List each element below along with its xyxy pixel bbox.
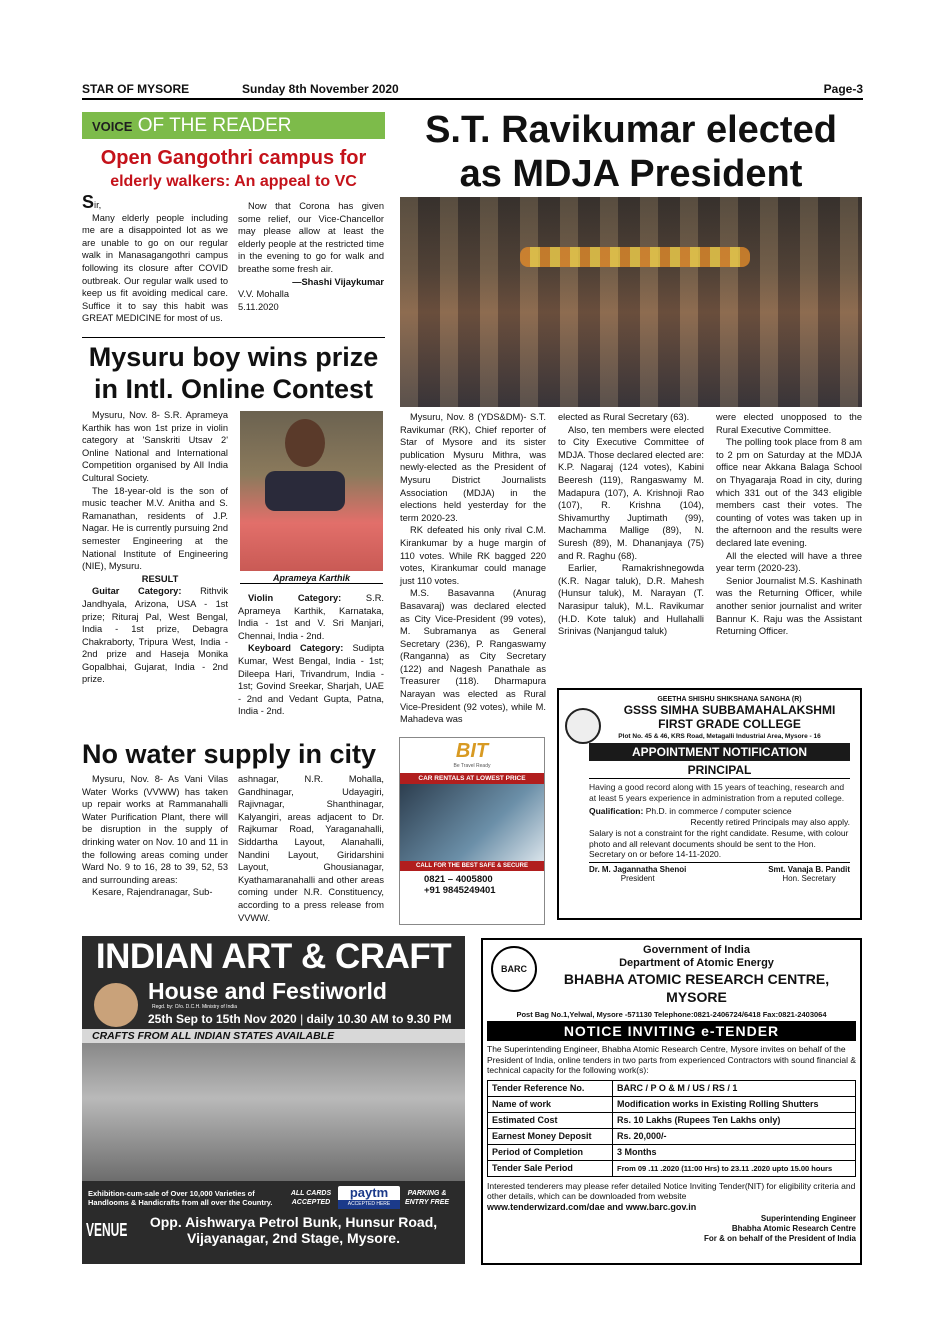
water-col-1: Mysuru, Nov. 8- As Vani Vilas Water Works (VVWW) has taken up repair works at Rammanahalli Water Purification Plant, there will be disruption in the supply of drinking water on Nov. 10 and 11 in the following areas coming under Ward No. 9 to 16, 28 to 39, 52, 53 and surrounding areas: Kesare, Rajendranagar, Sub- — [82, 774, 228, 898]
voice-col-2 — [238, 200, 384, 313]
sanitizing-photo — [400, 784, 544, 861]
mdja-title-1: S.T. Ravikumar elected — [425, 109, 837, 151]
page-number: Page-3 — [823, 82, 863, 96]
issue-date: Sunday 8th November 2020 — [242, 82, 399, 96]
paytm-logo: paytm — [349, 1185, 389, 1200]
table-row: Name of work Modification works in Existing Rolling Shutters — [488, 1096, 856, 1112]
voice-col-1 — [82, 192, 228, 342]
prize-title-2: in Intl. Online Contest — [94, 374, 373, 404]
voice-address: V.V. Mohalla — [238, 289, 290, 300]
water-title: No water supply in city — [82, 739, 377, 769]
mdja-col-2: elected as Rural Secretary (63). Also, ten members were elected to City Executive Committee of MDJA. Those declared elected are: K.P. Nagaraj (124 votes), Kabini Beeresh (119), Rangaswamy M. Madapura (107), A. Krishnoji Rao (107), R. Krishna (104), Shivamurthy Juptimath (99), Machamma Mallige (89), N. Suresh (89), M. Dhananjaya (75) and R. Raghu (68). Earlier, Ramakrishnegowda (K.R. Nagar taluk), D.R. Mahesh (Hunsur taluk), M. Narayan (T. Narasipur taluk), M.L. Ravikumar (H.D. Kote taluk) and Hullahalli Srinivas (Nanjangud taluk) — [558, 412, 704, 637]
gsss-appointment-ad: GEETHA SHISHU SHIKSHANA SANGHA (R) GSSS SIMHA SUBBAMAHALAKSHMI FIRST GRADE COLLEGE Plot No. 45 & 46, KRS Road, Metagalli Industrial Area, Mysore - 16 APPOINTMENT NOTIFICATION PRINCIPAL Having a good record along with 15 years of teaching, research and at least 5 years experience in administration from a reputed college. Qualification: Ph.D. in commerce / computer science Recently retired Principals may also apply. Salary is not a constraint for the right candidate. Resume, with colour photo and all relevant documents should be sent to the Hon. Secretary on or before 14-11-2020. Dr. M. Jagannatha Shenoi President Smt. Vanaja B. Pandit Hon. Secretary — [557, 688, 862, 920]
art-title: INDIAN ART & CRAFT — [95, 937, 452, 976]
crafts-photo — [82, 1043, 465, 1181]
masthead — [82, 80, 863, 100]
divider — [82, 337, 385, 338]
college-emblem-icon — [565, 708, 601, 744]
bit-logo: BIT — [455, 740, 489, 762]
art-craft-ad: INDIAN ART & CRAFT House and Festiworld Regd. by: O/o. D.C.H. Ministry of India 25th Sep to 15th Nov 2020 | daily 10.30 AM to 9.30 PM CRAFTS FROM ALL INDIAN STATES AVAILABLE Exhibition-cum-sale of Over 10,000 Varieties of Handlooms & Handicrafts from all over the Country. ALL CARDS ACCEPTED paytm ACCEPTED HERE PARKING & ENTRY FREE VENUE Opp. Aishwarya Petrol Bunk, Hunsur Road, Vijayanagar, 2nd Stage, Mysore. — [82, 936, 465, 1264]
violinist-photo — [240, 411, 383, 571]
prize-col-2: Violin Category: S.R. Aprameya Karthik, Karnataka, India - 1st and V. Sri Manjari, Chennai, India - 2nd. Keyboard Category: Sudipta Kumar, West Bengal, India - 1st; Dileepa Hari, Trivandrum, India - 1st; Govind Sreekar, Sharjah, UAE - 2nd and Vedant Gupta, Patna, India - 2nd. — [238, 593, 384, 717]
tender-table — [487, 1080, 856, 1177]
voice-paragraph: Many elderly people including me are a disappointed lot as we are unable to go on our regular walk in Manasagangothri campus following its closure after COVID outbreak. Our regular walk used to keep us fit avoiding medical care. Suffice it to say this habit was GREAT MEDICINE for most of us. — [82, 212, 228, 324]
prize-title-1: Mysuru boy wins prize — [88, 342, 379, 372]
water-col-2: ashnagar, N.R. Mohalla, Gandhinagar, Udayagiri, Rajivnagar, Shanthinagar, Kalyangiri, areas adjacent to Dr. Rajkumar Road, Yaraganahalli, Siddartha Layout, Alanahalli, Nandini Layout, Giridarshini Layout, Ghousianagar, Kyathamaranahalli and other areas coming under N.R. Constituency, according to a press release from VVWW. — [238, 774, 384, 923]
result-heading: RESULT — [141, 573, 179, 584]
table-row: Tender Reference No. BARC / P O & M / US / RS / 1 — [488, 1080, 856, 1096]
bit-car-rental-ad: BIT Be Travel Ready CAR RENTALS AT LOWEST PRICE CALL FOR THE BEST SAFE & SECURE 0821 – 4005800 +91 9845249401 — [399, 737, 545, 925]
voice-date: 5.11.2020 — [238, 301, 279, 312]
tender-website-link[interactable]: www.tenderwizard.com/dae and www.barc.gov.in — [487, 1201, 697, 1212]
prize-col-1: Mysuru, Nov. 8- S.R. Aprameya Karthik has won 1st prize in violin category at 'Sanskriti Utsav 2' Online National and International Competition organised by All India Cultural Society. The 18-year-old is the son of music teacher M.V. Anitha and S. Ramanathan, residents of J.P. Nagar. He is currently pursuing 2nd semester Engineering at the National Institute of Engineering (NIE), Mysuru. RESULT Guitar Category: Rithvik Jandhyala, Arizona, USA - 1st prize; Rituraj Pal, West Bengal, India - 1st prize, Debagra Chakraborty, Tripura West, India - 2nd prize and Haseja Monika Gopalbhai, Gujarat, India - 2nd prize. — [82, 410, 228, 685]
salutation: Sir, — [82, 192, 102, 212]
barc-tender-ad: BARC Government of India Department of Atomic Energy BHABHA ATOMIC RESEARCH CENTRE, MYSORE Post Bag No.1,Yelwal, Mysore -571130 Telephone:0821-2406724/6418 Fax:0821-2403064 NOTICE INVITING e-TENDER The Superintending Engineer, Bhabha Atomic Research Centre, Mysore invites on behalf of the President of India, online tenders in two parts from experienced Contractors with sound financial & technical capacity for the following work(s): Tender Reference No. BARC / P O & M / US / RS / 1 Name of work Modification works in Existing Rolling Shutters Estimated Cost Rs. 10 Lakhs (Rupees Ten Lakhs only) Earnest Money Deposit Rs. 20,000/- Period of Completion 3 Months Tender Sale Period From 09 .11 .2020 (11:00 Hrs) to 23.11 .2020 upto 15.00 hours Interested tenderers may please refer detailed Notice Inviting Tender(NIT) for eligibility criteria and other details, which can be downloaded from website www.tenderwizard.com/dae and www.barc.gov.in Superintending Engineer Bhabha Atomic Research Centre For & on behalf of the President of India — [481, 938, 862, 1265]
photo-caption: Aprameya Karthik — [240, 573, 383, 584]
paper-name: STAR OF MYSORE — [82, 82, 190, 96]
art-subtitle: House and Festiworld — [148, 978, 387, 1004]
mdja-title-2: as MDJA President — [459, 153, 803, 195]
voice-title-1: Open Gangothri campus for — [100, 147, 367, 169]
artisan-photo — [94, 983, 138, 1027]
table-row: Estimated Cost Rs. 10 Lakhs (Rupees Ten Lakhs only) — [488, 1112, 856, 1128]
mdja-col-1: Mysuru, Nov. 8 (YDS&DM)- S.T. Ravikumar (RK), Chief reporter of Star of Mysore and its sister publication Mysuru Mithra, was newly-elected as the President of Mysuru District Journalists Association (MDJA) in the elections held yesterday for the term 2020-23. RK defeated his only rival C.M. Kirankumar by a huge margin of 110 votes. While RK bagged 220 votes, Kirankumar could manage just 110 votes. M.S. Basavanna (Anurag Basavaraj) was declared elected as City Vice-President (99 votes), M. Subramanya as General Secretary (236), P. Rangaswamy (Ranganna) as City Secretary (122) and Nagesh Panathale as Treasurer (118). Dharmapura Narayan was elected as Rural Vice-President (92 votes), while M. Mahadeva was — [400, 412, 546, 725]
bit-phone-2[interactable]: +91 9845249401 — [424, 885, 496, 896]
voice-signature: —Shashi Vijaykumar — [292, 276, 384, 287]
table-row: Earnest Money Deposit Rs. 20,000/- — [488, 1128, 856, 1144]
voice-banner: VOICE OF THE READER — [82, 112, 385, 139]
voice-title-2: elderly walkers: An appeal to VC — [110, 173, 357, 190]
mdja-col-3: were elected unopposed to the Rural Executive Committee. The polling took place from 8 am to 2 pm on Saturday at the MDJA office near Akkana Balaga School on Thyagaraja Road in city, during which 331 out of the 343 eligible members cast their votes. The counting of votes was taken up in the afternoon and the results were declared late evening. All the elected will have a three year term (2020-23). Senior Journalist M.S. Kashinath was the Returning Officer, while another senior journalist and writer Bannur K. Raju was the Assistant Returning Officer. — [716, 412, 862, 637]
table-row: Period of Completion 3 Months — [488, 1144, 856, 1160]
table-row: Tender Sale Period From 09 .11 .2020 (11:00 Hrs) to 23.11 .2020 upto 15.00 hours — [488, 1160, 856, 1176]
bit-phone-1[interactable]: 0821 – 4005800 — [424, 874, 493, 885]
barc-logo-icon: BARC — [491, 946, 537, 992]
mdja-group-photo — [400, 197, 862, 407]
voice-paragraph-2: Now that Corona has given some relief, our Vice-Chancellor may please allow at least the elderly people at the restricted time in the evening to go for walk and breathe some fresh air. — [238, 201, 384, 274]
